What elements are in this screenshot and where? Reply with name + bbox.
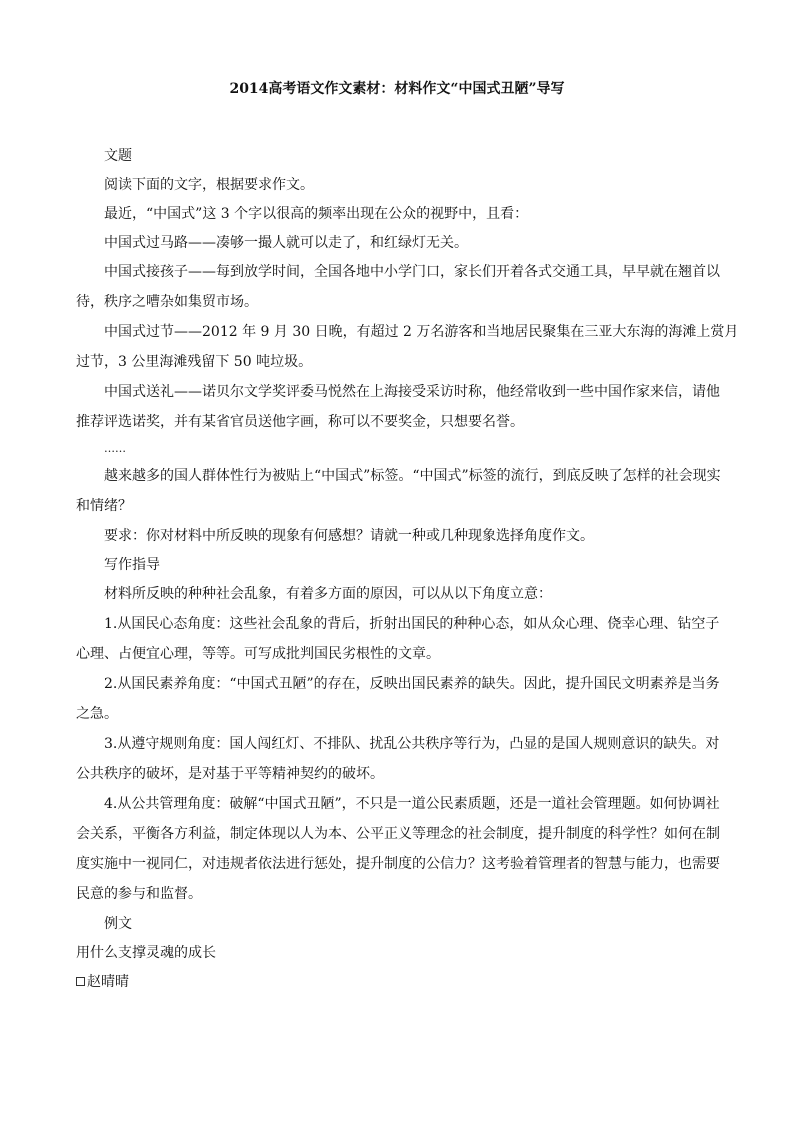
paragraph (76, 262, 724, 312)
section-heading-wenti: 文题 (104, 148, 132, 164)
paragraph (76, 466, 724, 516)
paragraph: 材料所反映的种种社会乱象，有着多方面的原因，可以从以下角度立意： (104, 586, 552, 602)
paragraph-line: 中国式过节——2012 年 9 月 30 日晚，有超过 2 万名游客和当地居民聚集在三亚大东海的海滩上赏月 (104, 324, 739, 340)
square-bullet-icon (76, 977, 85, 986)
paragraph-line: 会关系，平衡各方利益，制定体现以人为本、公平正义等理念的社会制度，提升制度的科学性？如何在制 (76, 826, 720, 842)
paragraph (76, 794, 724, 904)
essay-title: 用什么支撑灵魂的成长 (76, 945, 216, 961)
paragraph (76, 734, 724, 784)
paragraph-line: 中国式送礼——诺贝尔文学奖评委马悦然在上海接受采访时称，他经常收到一些中国作家来信，请他 (104, 384, 720, 400)
paragraph-line: 待，秩序之嘈杂如集贸市场。 (76, 294, 258, 310)
section-heading-guide: 写作指导 (104, 557, 160, 573)
paragraph-line: 越来越多的国人群体性行为被贴上“中国式”标签。“中国式”标签的流行，到底反映了怎样的社会现实 (104, 468, 721, 484)
paragraph-line: 公共秩序的破坏，是对基于平等精神契约的破坏。 (76, 766, 384, 782)
paragraph-line: 3.从遵守规则角度：国人闯红灯、不排队、扰乱公共秩序等行为，凸显的是国人规则意识的缺失。对 (104, 736, 720, 752)
paragraph: 中国式过马路——凑够一撮人就可以走了，和红绿灯无关。 (104, 235, 468, 251)
paragraph-line: 4.从公共管理角度：破解“中国式丑陋”，不只是一道公民素质题，还是一道社会管理题。如何协调社 (104, 796, 720, 812)
requirement-paragraph: 要求：你对材料中所反映的现象有何感想？请就一种或几种现象选择角度作文。 (104, 528, 594, 544)
ellipsis: …… (104, 442, 126, 455)
paragraph-line: 民意的参与和监督。 (76, 886, 202, 902)
paragraph-line: 1.从国民心态角度：这些社会乱象的背后，折射出国民的种种心态，如从众心理、侥幸心理、钻空子 (104, 616, 720, 632)
paragraph: 阅读下面的文字，根据要求作文。 (104, 177, 314, 193)
paragraph (76, 614, 724, 664)
document-body (76, 146, 739, 992)
paragraph-line: 度实施中一视同仁，对违规者依法进行惩处，提升制度的公信力？这考验着管理者的智慧与能力，也需要 (76, 856, 720, 872)
paragraph-line: 2.从国民素养角度：“中国式丑陋”的存在，反映出国民素养的缺失。因此，提升国民文明素养是当务 (104, 676, 720, 692)
paragraph-line: 心理、占便宜心理，等等。可写成批判国民劣根性的文章。 (76, 646, 440, 662)
section-heading-example: 例文 (104, 916, 132, 932)
paragraph-line: 和情绪？ (76, 498, 132, 514)
author-line (76, 972, 724, 992)
paragraph-line: 中国式接孩子——每到放学时间，全国各地中小学门口，家长们开着各式交通工具，早早就在翘首以 (104, 264, 720, 280)
author-name: 赵晴晴 (87, 974, 129, 990)
paragraph (76, 322, 739, 372)
paragraph: 最近，“中国式”这 3 个字以很高的频率出现在公众的视野中，且看： (104, 206, 529, 222)
paragraph-line: 推荐评选诺奖，并有某省官员送他字画，称可以不要奖金，只想要名誉。 (76, 414, 524, 430)
document-title: 2014高考语文作文素材：材料作文“中国式丑陋”导写 (229, 81, 565, 97)
paragraph (76, 674, 724, 724)
paragraph-line: 过节，3 公里海滩残留下 50 吨垃圾。 (76, 354, 313, 370)
paragraph-line: 之急。 (76, 706, 118, 722)
paragraph (76, 382, 724, 432)
